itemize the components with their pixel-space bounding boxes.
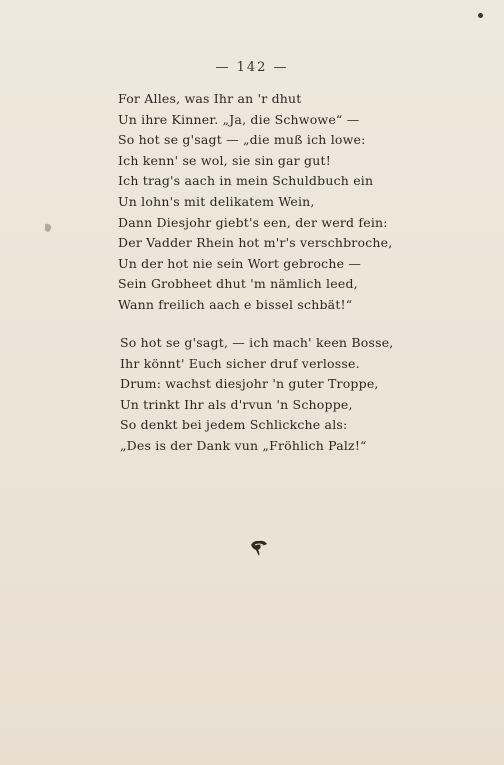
verse-line: Un der hot nie sein Wort gebroche —: [118, 255, 362, 271]
stanza-1: [118, 89, 448, 316]
verse-line: For Alles, was Ihr an 'r dhut: [118, 91, 302, 106]
verse-line: Un ihre Kinner. „Ja, die Schwowe“ —: [118, 111, 360, 127]
verse-line: Dann Diesjohr giebt's een, der werd fein:: [118, 214, 388, 230]
page-number: — 142 —: [215, 60, 289, 75]
verse-line: „Des is der Dank vun „Fröhlich Palz!“: [120, 437, 367, 453]
ornament-vignette-icon: [248, 538, 270, 558]
stanza-2: [120, 333, 450, 457]
verse-line: Un trinkt Ihr als d'rvun 'n Schoppe,: [120, 396, 353, 412]
verse-line: So hot se g'sagt — „die muß ich lowe:: [118, 132, 366, 148]
verse-line: Ihr könnt' Euch sicher druf verlosse.: [120, 355, 360, 371]
verse-line: Der Vadder Rhein hot m'r's verschbroche,: [118, 235, 393, 251]
verse-line: Ich trag's aach in mein Schuldbuch ein: [118, 173, 374, 189]
verse-line: So denkt bei jedem Schlickche als:: [120, 417, 348, 433]
ink-spot: [478, 13, 483, 18]
verse-line: Sein Grobheet dhut 'm nämlich leed,: [118, 276, 358, 292]
margin-stain-icon: [42, 222, 54, 234]
verse-line: So hot se g'sagt, — ich mach' keen Bosse,: [120, 335, 394, 350]
verse-line: Wann freilich aach e bissel schbät!“: [118, 296, 353, 312]
verse-line: Drum: wachst diesjohr 'n guter Troppe,: [120, 376, 379, 392]
verse-line: Un lohn's mit delikatem Wein,: [118, 193, 315, 209]
verse-line: Ich kenn' se wol, sie sin gar gut!: [118, 152, 331, 168]
